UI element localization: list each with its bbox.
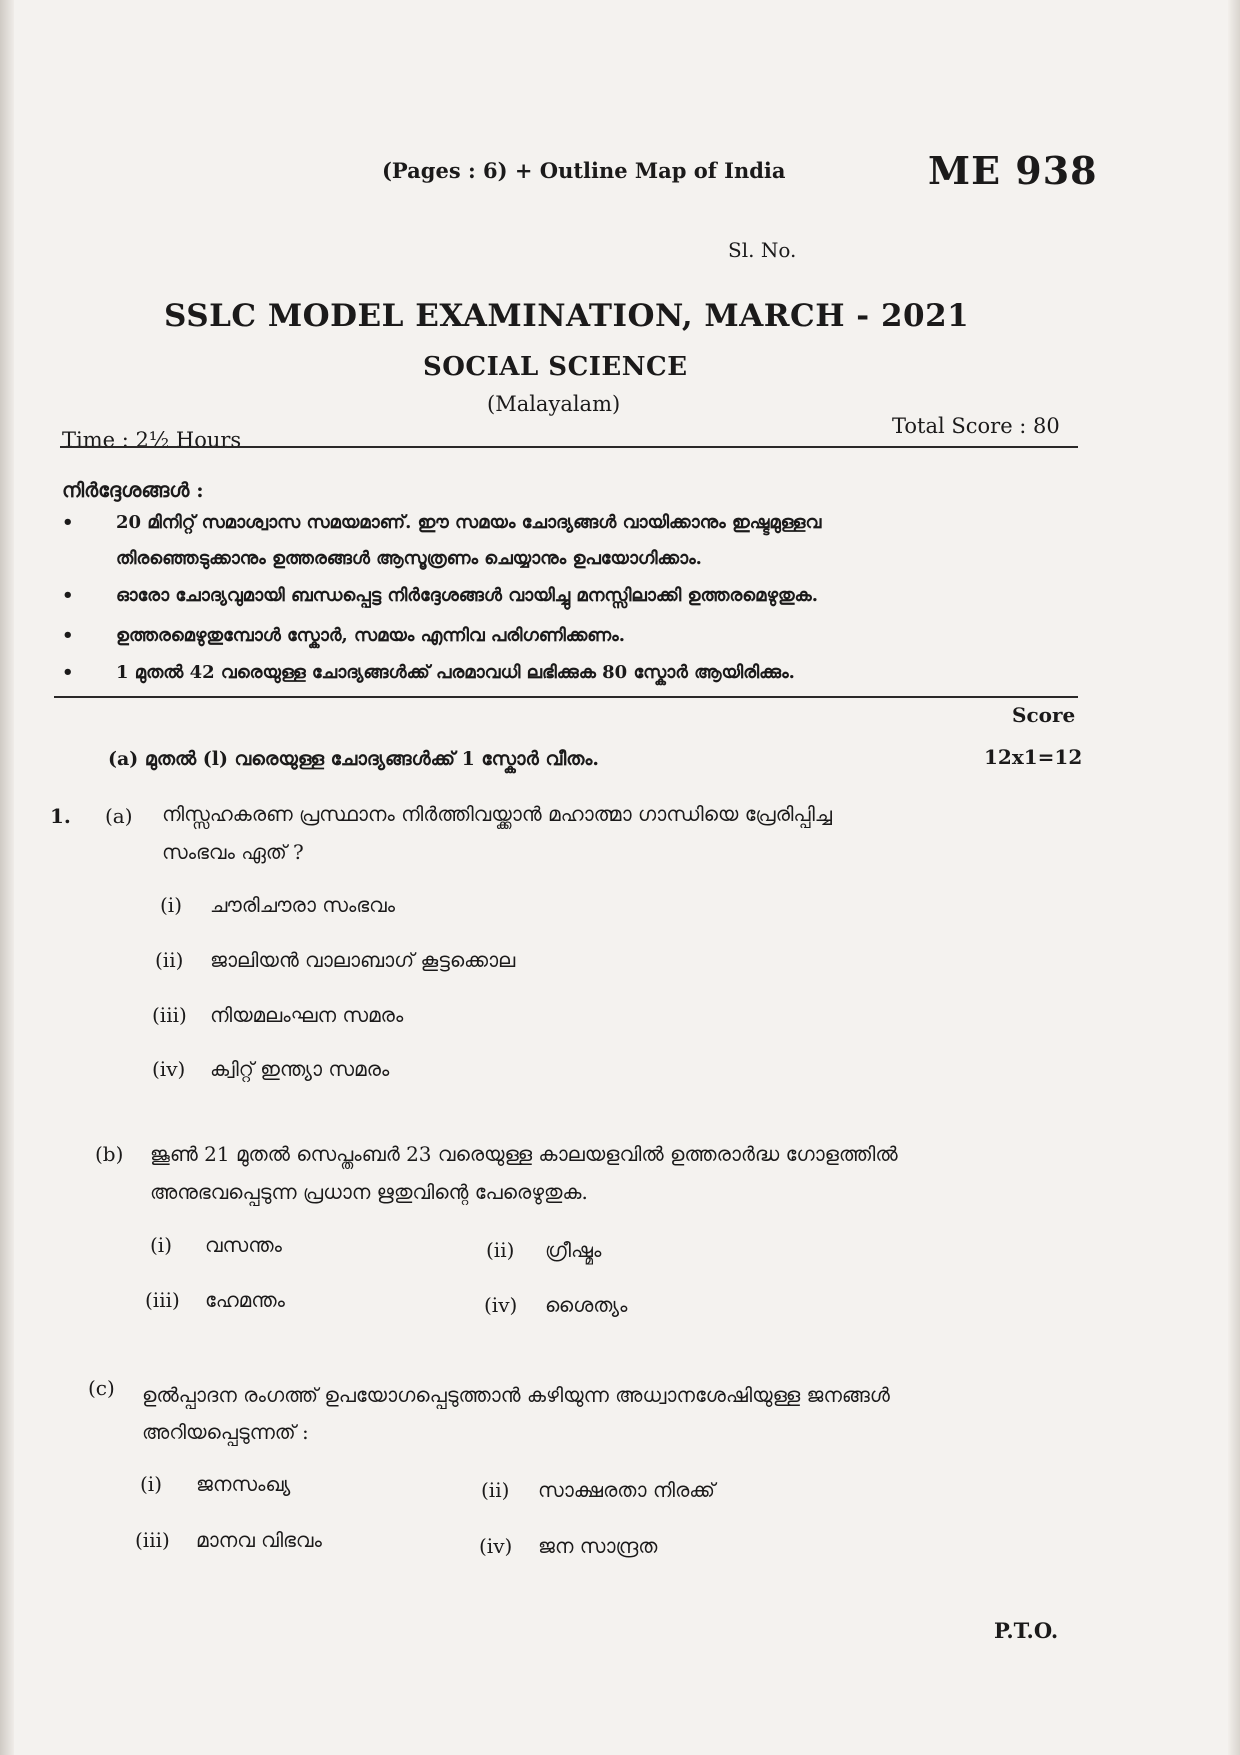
page-right-shadow bbox=[1228, 0, 1240, 1755]
part-c-question-line2: അറിയപ്പെടുന്നത് : bbox=[142, 1420, 309, 1444]
option-text: സാക്ഷരതാ നിരക്ക് bbox=[538, 1478, 715, 1502]
please-turn-over: P.T.O. bbox=[994, 1618, 1059, 1643]
option-label: (iv) bbox=[479, 1534, 513, 1558]
option-label: (iv) bbox=[484, 1293, 518, 1317]
part-a-question-line2: സംഭവം ഏത് ? bbox=[162, 840, 304, 864]
part-b-label: (b) bbox=[95, 1142, 124, 1166]
instruction-text: 1 മുതൽ 42 വരെയുള്ള ചോദ്യങ്ങൾക്ക് പരമാവധി ലഭിക്കുക 80 സ്കോർ ആയിരിക്കും. bbox=[116, 662, 795, 683]
instruction-text: ഓരോ ചോദ്യവുമായി ബന്ധപ്പെട്ട നിർദ്ദേശങ്ങൾ വായിച്ചു മനസ്സിലാക്കി ഉത്തരമെഴുതുക. bbox=[116, 585, 818, 606]
option-label: (ii) bbox=[486, 1238, 515, 1262]
option-label: (i) bbox=[160, 893, 183, 917]
score-column-heading: Score bbox=[1012, 703, 1076, 727]
option-text: ജാലിയൻ വാലാബാഗ് കൂട്ടക്കൊല bbox=[210, 948, 516, 972]
instruction-text: തിരഞ്ഞെടുക്കാനും ഉത്തരങ്ങൾ ആസൂത്രണം ചെയ്യാനും ഉപയോഗിക്കാം. bbox=[116, 548, 702, 569]
option-text: ജനസംഖ്യ bbox=[196, 1472, 291, 1496]
subject-title: SOCIAL SCIENCE bbox=[423, 352, 688, 382]
option-label: (iii) bbox=[152, 1003, 187, 1027]
bullet-icon: • bbox=[62, 585, 74, 606]
option-text: ഹേമന്തം bbox=[205, 1288, 285, 1312]
option-text: നിയമലംഘന സമരം bbox=[210, 1003, 404, 1027]
option-text: ശൈത്യം bbox=[545, 1293, 628, 1317]
paper-code: ME 938 bbox=[928, 148, 1098, 193]
part-c-label: (c) bbox=[88, 1376, 115, 1400]
instructions-divider bbox=[54, 696, 1078, 698]
instruction-text: 20 മിനിറ്റ് സമാശ്വാസ സമയമാണ്. ഈ സമയം ചോദ്യങ്ങൾ വായിക്കാനും ഇഷ്ടമുള്ളവ bbox=[116, 512, 822, 533]
bullet-icon: • bbox=[62, 512, 74, 533]
option-text: മാനവ വിഭവം bbox=[196, 1528, 322, 1552]
option-label: (ii) bbox=[155, 948, 184, 972]
part-b-question-line1: ജൂൺ 21 മുതൽ സെപ്തംബർ 23 വരെയുള്ള കാലയളവിൽ ഉത്തരാർദ്ധ ഗോളത്തിൽ bbox=[150, 1142, 898, 1166]
section-note: (a) മുതൽ (l) വരെയുള്ള ചോദ്യങ്ങൾക്ക് 1 സ്കോർ വീതം. bbox=[108, 748, 599, 770]
option-label: (iv) bbox=[152, 1057, 186, 1081]
option-label: (i) bbox=[150, 1233, 173, 1257]
part-c-question-line1: ഉൽപ്പാദന രംഗത്ത് ഉപയോഗപ്പെടുത്താൻ കഴിയുന്ന അധ്വാനശേഷിയുള്ള ജനങ്ങൾ bbox=[142, 1383, 890, 1407]
page-left-shadow bbox=[0, 0, 14, 1755]
exam-title: SSLC MODEL EXAMINATION, MARCH - 2021 bbox=[164, 298, 970, 334]
medium-label: (Malayalam) bbox=[487, 392, 621, 416]
time-allowed: Time : 2½ Hours bbox=[62, 428, 242, 452]
part-a-question-line1: നിസ്സഹകരണ പ്രസ്ഥാനം നിർത്തിവയ്ക്കാൻ മഹാത്മാ ഗാന്ധിയെ പ്രേരിപ്പിച്ച bbox=[162, 802, 832, 826]
option-text: ചൗരിചൗരാ സംഭവം bbox=[210, 893, 396, 917]
part-b-question-line2: അനുഭവപ്പെടുന്ന പ്രധാന ഋതുവിന്റെ പേരെഴുതുക. bbox=[150, 1180, 588, 1204]
header-divider bbox=[60, 446, 1078, 448]
bullet-icon: • bbox=[62, 625, 74, 646]
bullet-icon: • bbox=[62, 662, 74, 683]
instructions-heading: നിർദ്ദേശങ്ങൾ : bbox=[62, 478, 204, 502]
option-text: ഗ്രീഷ്മം bbox=[545, 1238, 602, 1262]
option-text: ജന സാന്ദ്രത bbox=[538, 1534, 658, 1558]
total-score: Total Score : 80 bbox=[892, 414, 1060, 438]
option-label: (i) bbox=[140, 1472, 163, 1496]
option-text: ക്വിറ്റ് ഇന്ത്യാ സമരം bbox=[210, 1057, 390, 1081]
question-number: 1. bbox=[50, 804, 71, 828]
part-a-label: (a) bbox=[105, 804, 133, 828]
option-label: (iii) bbox=[135, 1528, 170, 1552]
instruction-text: ഉത്തരമെഴുതുമ്പോൾ സ്കോർ, സമയം എന്നിവ പരിഗണിക്കണം. bbox=[116, 625, 625, 646]
pages-info: (Pages : 6) + Outline Map of India bbox=[382, 158, 786, 183]
option-label: (iii) bbox=[145, 1288, 180, 1312]
section-marks: 12x1=12 bbox=[984, 745, 1083, 769]
serial-number-label: Sl. No. bbox=[728, 238, 797, 262]
option-label: (ii) bbox=[481, 1478, 510, 1502]
option-text: വസന്തം bbox=[205, 1233, 282, 1257]
